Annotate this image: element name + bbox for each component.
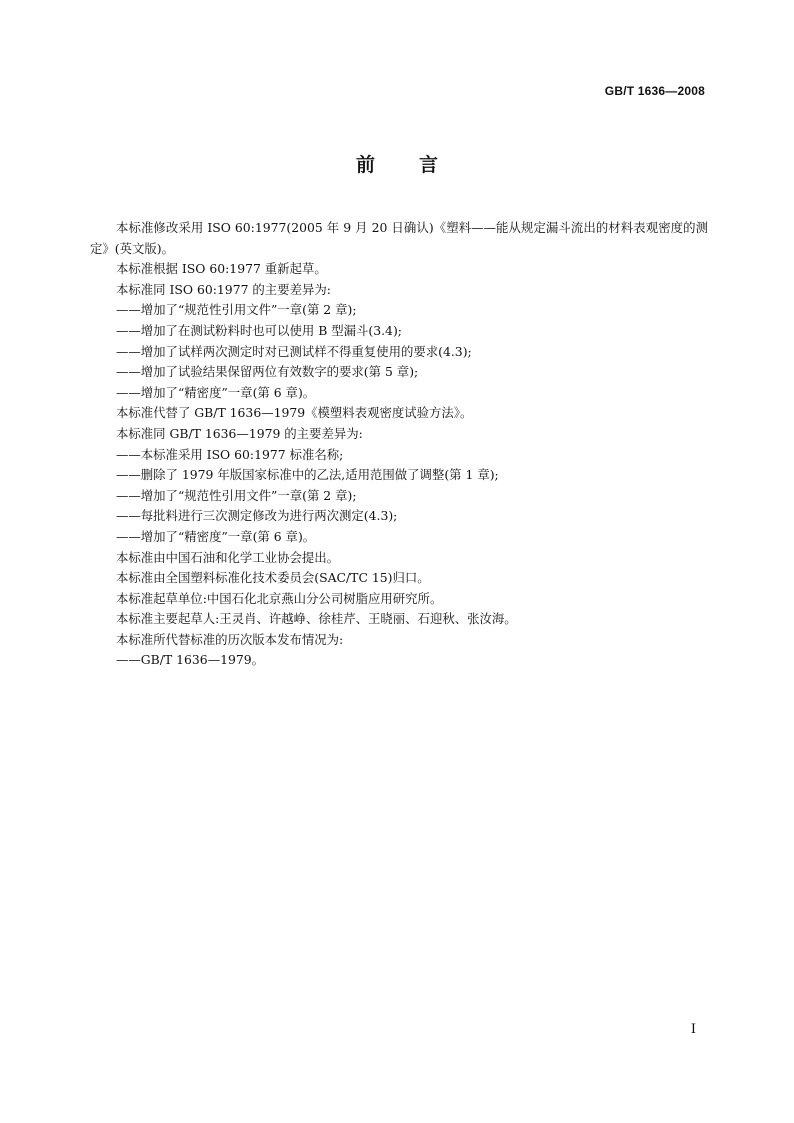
paragraph: 本标准由全国塑料标准化技术委员会(SAC/TC 15)归口。 [116, 570, 430, 586]
paragraph: 本标准由中国石油和化学工业协会提出。 [116, 549, 340, 565]
list-item: ——增加了试验结果保留两位有效数字的要求(第 5 章); [116, 364, 419, 380]
paragraph: 本标准起草单位:中国石化北京燕山分公司树脂应用研究所。 [116, 590, 443, 606]
paragraph: 本标准主要起草人:王灵肖、许越峥、徐桂芹、王晓丽、石迎秋、张汝海。 [116, 611, 517, 627]
paragraph: 本标准修改采用 ISO 60:1977(2005 年 9 月 20 日确认)《塑料——能从规定漏斗流出的材料表观密度的测定》(英文版)。 [90, 220, 708, 256]
paragraph: 本标准同 ISO 60:1977 的主要差异为: [116, 281, 331, 297]
list-item: ——增加了“精密度”一章(第 6 章)。 [116, 528, 316, 544]
list-item: ——本标准采用 ISO 60:1977 标准名称; [116, 446, 344, 462]
page-number: I [690, 1022, 696, 1037]
list-item: ——增加了在测试粉料时也可以使用 B 型漏斗(3.4); [116, 322, 402, 338]
standard-code: GB/T 1636—2008 [604, 84, 705, 98]
list-item: ——增加了“精密度”一章(第 6 章)。 [116, 384, 316, 400]
paragraph: 本标准代替了 GB/T 1636—1979《模塑料表观密度试验方法》。 [116, 405, 473, 421]
list-item: ——每批料进行三次测定修改为进行两次测定(4.3); [116, 508, 398, 524]
paragraph: 本标准同 GB/T 1636—1979 的主要差异为: [116, 425, 363, 441]
paragraph: 本标准根据 ISO 60:1977 重新起草。 [116, 261, 327, 277]
list-item: ——增加了“规范性引用文件”一章(第 2 章); [116, 302, 357, 318]
paragraph: 本标准所代替标准的历次版本发布情况为: [116, 631, 344, 647]
list-item: ——GB/T 1636—1979。 [116, 652, 265, 668]
page-title: 前言 [355, 154, 482, 176]
list-item: ——删除了 1979 年版国家标准中的乙法,适用范围做了调整(第 1 章); [116, 467, 499, 483]
list-item: ——增加了试样两次测定时对已测试样不得重复使用的要求(4.3); [116, 343, 472, 359]
foreword-body [90, 218, 708, 671]
list-item: ——增加了“规范性引用文件”一章(第 2 章); [116, 487, 357, 503]
